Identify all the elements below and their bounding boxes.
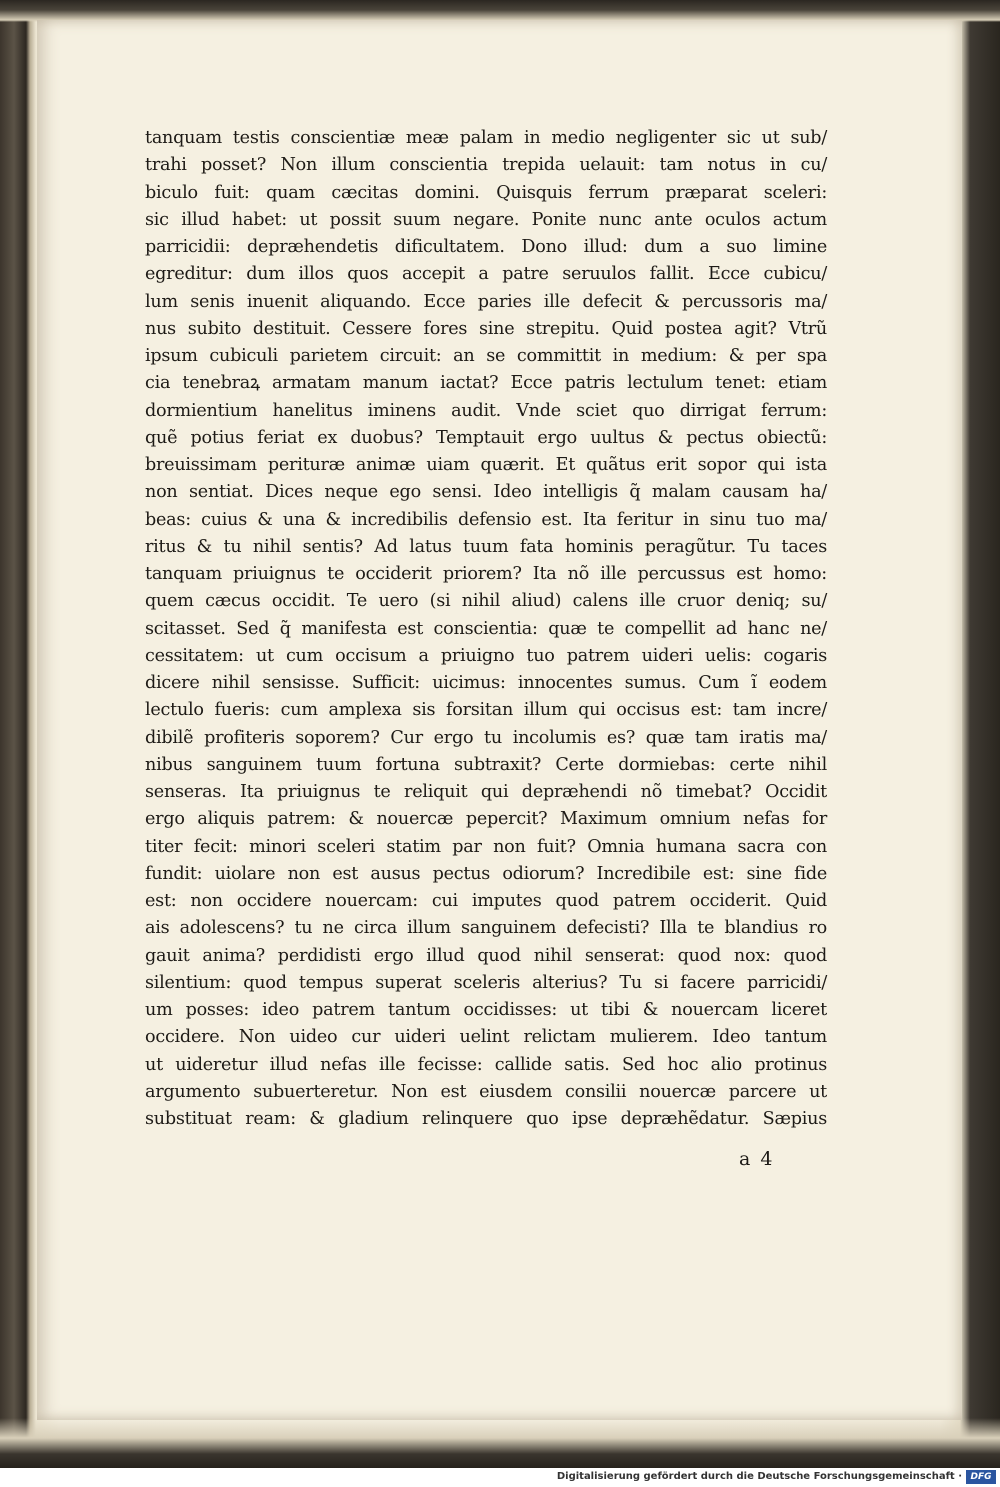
book-page [37, 20, 962, 1420]
text-line: silentium: quod tempus superat sceleris alterius? Tu si facere parricidi/ [145, 972, 827, 993]
text-line: senseras. Ita priuignus te reliquit qui depræhendi nõ timebat? Occidit [145, 782, 827, 802]
page-signature: a 4 [739, 1148, 775, 1170]
text-line: nibus sanguinem tuum fortuna subtraxit? Certe dormiebas: certe nihil [145, 754, 827, 775]
text-line: tanquam priuignus te occiderit priorem? Ita nõ ille percussus est homo: [145, 564, 827, 584]
text-line: biculo fuit: quam cæcitas domini. Quisquis ferrum præparat sceleri: [145, 182, 827, 203]
book-bottom-edge [0, 1418, 1000, 1468]
text-line: breuissimam perituræ animæ uiam quærit. Et quãtus erit sopor qui ista [145, 455, 827, 475]
footer-bar [0, 1468, 1000, 1487]
text-line: beas: cuius & una & incredibilis defensio est. Ita feritur in sinu tuo ma/ [145, 509, 827, 530]
text-line: lum senis inuenit aliquando. Ecce paries ille defecit & percussoris ma/ [145, 291, 827, 312]
text-line: argumento subuerteretur. Non est eiusdem consilii nouercæ parcere ut [145, 1081, 827, 1102]
text-line: ritus & tu nihil sentis? Ad latus tuum fata hominis peragũtur. Tu taces [145, 536, 827, 557]
text-line: fundit: uiolare non est ausus pectus odiorum? Incredibile est: sine fide [145, 863, 827, 884]
text-line: ergo aliquis patrem: & nouercæ pepercit? Maximum omnium nefas for [145, 809, 827, 830]
text-line: parricidii: depræhendetis dificultatem. Dono illud: dum a suo limine [145, 237, 827, 257]
footer-credit: Digitalisierung gefördert durch die Deutsche Forschungsgemeinschaft · [556, 1471, 962, 1482]
text-line: gauit anima? perdidisti ergo illud quod nihil senserat: quod nox: quod [145, 945, 827, 966]
text-line: dormientium hanelitus iminens audit. Vnde sciet quo dirrigat ferrum: [145, 400, 827, 421]
text-line: trahi posset? Non illum conscientia trepida uelauit: tam notus in cu/ [145, 155, 827, 176]
dfg-logo-icon: DFG [966, 1470, 996, 1484]
text-line: lectulo fueris: cum amplexa sis forsitan illum qui occisus est: tam incre/ [145, 700, 827, 721]
text-line: tanquam testis conscientiæ meæ palam in medio negligenter sic ut sub/ [145, 128, 827, 148]
text-line: sic illud habet: ut possit suum negare. Ponite nunc ante oculos actum [145, 209, 827, 230]
text-line: scitasset. Sed q̃ manifesta est conscientia: quæ te compellit ad hanc ne/ [145, 618, 827, 639]
text-line: ais adolescens? tu ne circa illum sanguinem defecisti? Illa te blandius ro [145, 918, 827, 939]
text-line: egreditur: dum illos quos accepit a patre seruulos fallit. Ecce cubicu/ [145, 264, 827, 285]
text-line: substituat ream: & gladium relinquere quo ipse depræhẽdatur. Sæpius [145, 1109, 827, 1129]
text-line: ut uideretur illud nefas ille fecisse: callide satis. Sed hoc alio protinus [145, 1054, 827, 1075]
text-line: nus subito destituit. Cessere fores sine strepitu. Quid postea agit? Vtrũ [145, 318, 827, 339]
text-line: dibilẽ profiteris soporem? Cur ergo tu incolumis es? quæ tam iratis ma/ [145, 727, 827, 748]
text-line: quẽ potius feriat ex duobus? Temptauit ergo uultus & pectus obiectũ: [145, 427, 827, 448]
text-line: ipsum cubiculi parietem circuit: an se committit in medium: & per spa [145, 346, 827, 366]
text-line: non sentiat. Dices neque ego sensi. Ideo intelligis q̃ malam causam ha/ [145, 482, 827, 503]
text-line: occidere. Non uideo cur uideri uelint relictam mulierem. Ideo tantum [145, 1027, 827, 1048]
body-text [145, 125, 827, 1133]
text-line: titer fecit: minori sceleri statim par non fuit? Omnia humana sacra con [145, 836, 827, 857]
text-line: quem cæcus occidit. Te uero (si nihil aliud) calens ille cruor deniq; su/ [145, 591, 827, 612]
book-top-edge [0, 0, 1000, 22]
text-line: est: non occidere nouercam: cui imputes quod patrem occiderit. Quid [145, 891, 827, 911]
text-line: cessitatem: ut cum occisum a priuigno tuo patrem uideri uelis: cogaris [145, 645, 827, 666]
text-line: dicere nihil sensisse. Sufficit: uicimus: innocentes sumus. Cum ĩ eodem [145, 673, 827, 693]
text-line: cia tenebraꝝ armatam manum iactat? Ecce patris lectulum tenet: etiam [145, 373, 827, 394]
text-line: um posses: ideo patrem tantum occidisses: ut tibi & nouercam liceret [145, 1000, 827, 1020]
